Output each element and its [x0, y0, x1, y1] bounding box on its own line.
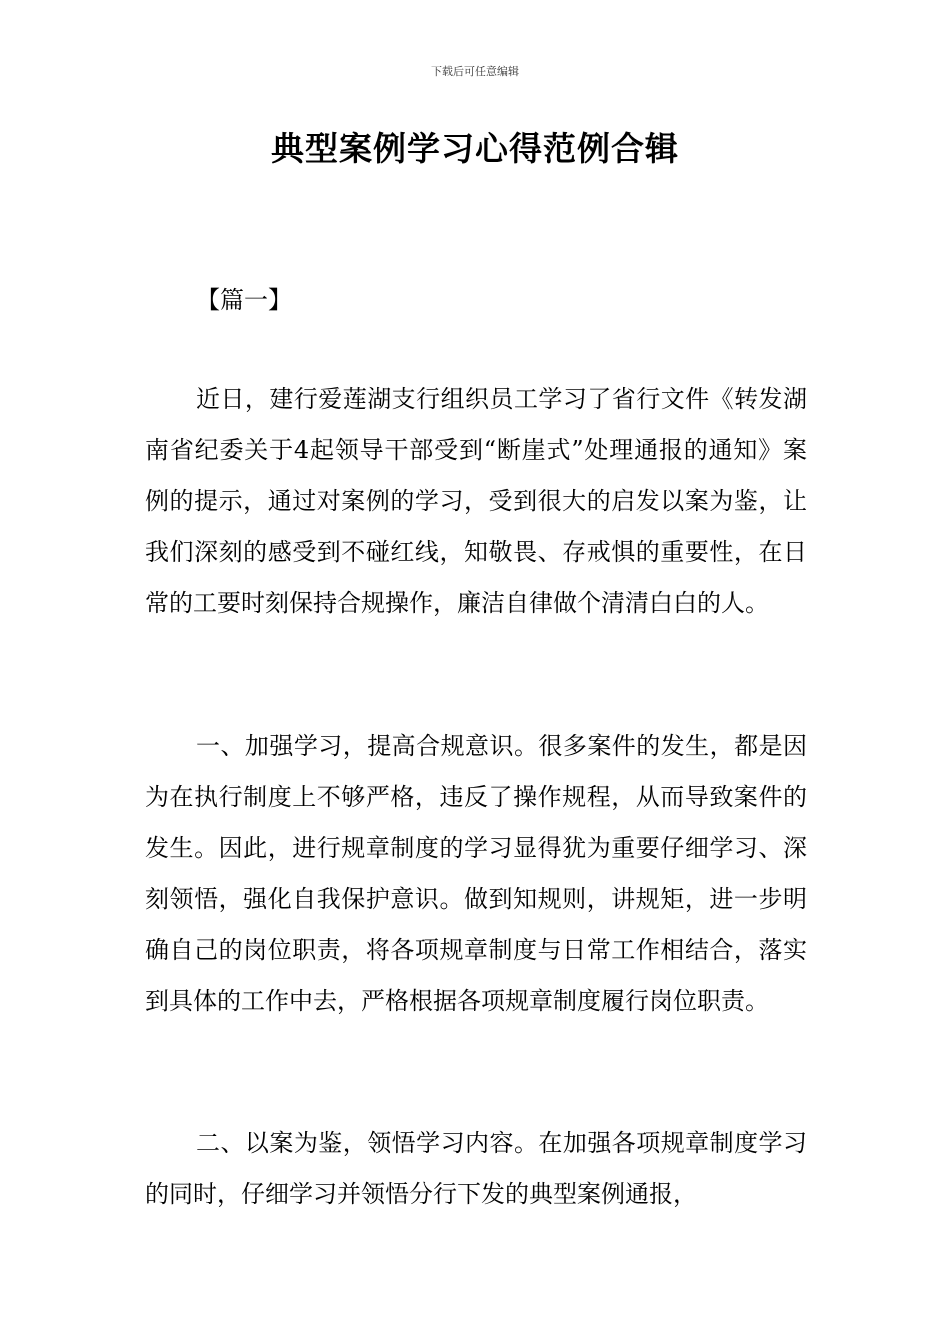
- paragraph-intro: 近日，建行爱莲湖支行组织员工学习了省行文件《转发湖南省纪委关于4起领导干部受到“断崖式”处理通报的通知》案例的提示，通过对案例的学习，受到很大的启发以案为鉴，让我们深刻的感受到不碰红线，知敬畏、存戒惧的重要性，在日常的工要时刻保持合规操作，廉洁自律做个清清白白的人。: [145, 385, 807, 617]
- section-label: 【篇一】: [196, 286, 292, 314]
- paragraph-point-two: 二、以案为鉴，领悟学习内容。在加强各项规章制度学习的同时，仔细学习并领悟分行下发的典型案例通报，: [145, 1129, 807, 1208]
- paragraph-point-one: 一、加强学习，提高合规意识。很多案件的发生，都是因为在执行制度上不够严格，违反了操作规程，从而导致案件的发生。因此，进行规章制度的学习显得犹为重要仔细学习、深刻领悟，强化自我保护意识。做到知规则，讲规矩，进一步明确自己的岗位职责，将各项规章制度与日常工作相结合，落实到具体的工作中去，严格根据各项规章制度履行岗位职责。: [145, 732, 807, 1015]
- document-title: 典型案例学习心得范例合辑: [271, 129, 679, 168]
- header-note: 下载后可任意编辑: [431, 65, 519, 78]
